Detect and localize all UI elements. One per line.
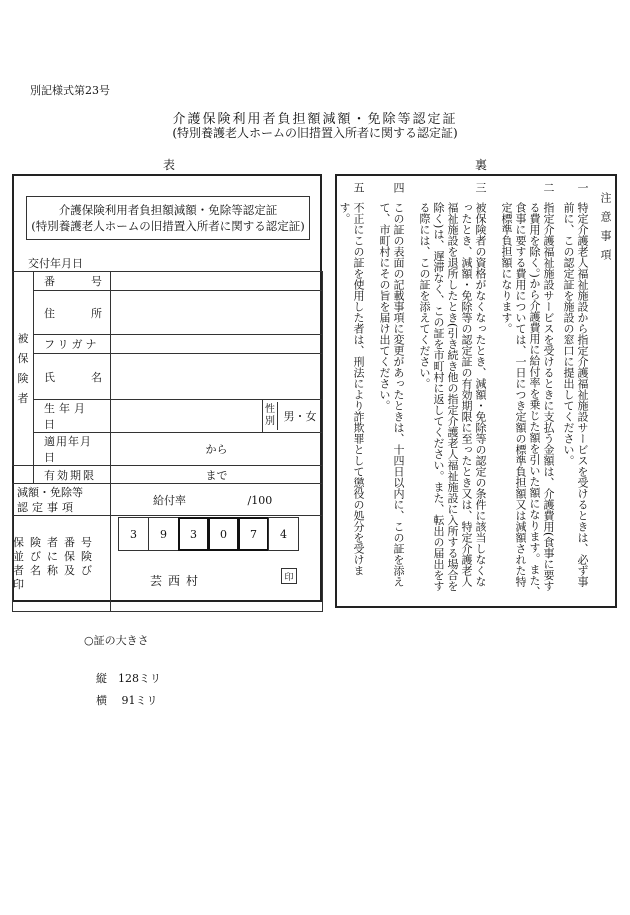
insurer-number-boxes — [119, 517, 299, 551]
name-label: 氏 名 — [34, 354, 111, 400]
address-label: 住 所 — [34, 291, 111, 335]
back-side-label: 裏 — [475, 158, 488, 172]
note-5-text: 不正にこの証を使用した者は、刑法により詐欺罪として懲役の処分を受けます。 — [338, 202, 365, 576]
benefit-rate-field[interactable] — [111, 484, 323, 516]
note-1-number: 一 — [576, 182, 589, 193]
sex-label: 性別 — [263, 402, 278, 430]
card-size-width: 横 91ミリ — [96, 694, 158, 707]
insurer-digit: 3 — [118, 517, 149, 551]
document-subtitle: (特別養護老人ホームの旧措置入所者に関する認定証) — [172, 126, 458, 140]
issue-date-label: 交付年月日 — [28, 257, 83, 270]
note-5-number: 五 — [352, 182, 365, 193]
note-3-text: 被保険者の資格がなくなったとき、減額・免除等の認定の条件に該当しなくなったとき、減額・免除等の認定証の有効期限に至ったとき又は、特定介護老人福祉施設を退所したとき(引き続き他の指定介護老人福祉施設に入所する場合を除く)は、遅滞なく、この証を市町村に返してください。また、転出の届出をする際には、この証を添えてください。 — [418, 202, 487, 592]
card-size-heading: ○証の大きさ — [84, 634, 149, 647]
applicable-date-field[interactable]: から — [111, 433, 323, 466]
form-number: 別記様式第23号 — [30, 84, 110, 97]
note-3-number: 三 — [474, 182, 487, 193]
insurer-digit: 9 — [148, 517, 179, 551]
reduction-label: 減額・免除等 認定事項 — [13, 484, 111, 516]
furigana-label: フリガナ — [34, 335, 111, 354]
sex-options[interactable]: 男・女 — [283, 410, 317, 423]
number-field[interactable] — [111, 272, 323, 291]
birthdate-field[interactable] — [111, 400, 263, 433]
note-4-text: この証の表面の記載事項に変更があったときは、十四日以内に、この証を添えて、市町村にその旨を届け出てください。 — [378, 202, 405, 587]
sex-cell — [263, 400, 323, 433]
name-field[interactable] — [111, 354, 323, 400]
note-2-number: 二 — [542, 182, 555, 193]
address-field[interactable] — [111, 291, 323, 335]
note-4-number: 四 — [392, 182, 405, 193]
certificate-subtitle: (特別養護老人ホームの旧措置入所者に関する認定証) — [31, 219, 305, 233]
applicable-date-label: 適用年月日 — [34, 433, 111, 466]
insurer-name: 芸西村 — [150, 574, 205, 588]
insurer-digit: 3 — [178, 517, 209, 551]
front-side-label: 表 — [163, 158, 176, 172]
insurer-digit: 0 — [208, 517, 239, 551]
insured-person-header: 被 保 険 者 — [13, 272, 34, 466]
insurer-digit: 7 — [238, 517, 269, 551]
card-size-height: 縦 128ミリ — [96, 672, 161, 685]
insured-info-table — [12, 271, 323, 612]
document-title: 介護保険利用者負担額減額・免除等認定証 — [172, 112, 458, 127]
expiry-spacer — [13, 466, 34, 484]
benefit-rate-value: /100 — [247, 493, 273, 507]
notes-title: 注意事項 — [599, 192, 612, 268]
benefit-rate-label: 給付率 — [153, 493, 186, 507]
certificate-title-box — [26, 196, 310, 240]
expiry-label: 有効期限 — [34, 466, 111, 484]
note-1-text: 特定介護老人福祉施設から指定介護福祉施設サービスを受けるときは、必ず事前に、この認定証を施設の窓口に提出してください。 — [562, 202, 589, 587]
insurer-label: 保険者番号 並びに保険 者名称及び 印 — [13, 516, 111, 612]
birthdate-label: 生年月日 — [34, 400, 111, 433]
insurer-digit: 4 — [268, 517, 299, 551]
note-2-text: 指定介護福祉施設サービスを受けるときに支払う金額は、介護費用(食事に要する費用を除く。)から介護費用に給付率を乗じた額を引いた額になります。また、食事に要する費用については、一日につき定額の標準負担額又は減額された特定標準負担額になります。 — [500, 202, 555, 597]
certificate-title: 介護保険利用者負担額減額・免除等認定証 — [58, 203, 278, 217]
furigana-field[interactable] — [111, 335, 323, 354]
seal-mark: 印 — [281, 568, 297, 584]
expiry-field[interactable]: まで — [111, 466, 323, 484]
number-label: 番 号 — [34, 272, 111, 291]
